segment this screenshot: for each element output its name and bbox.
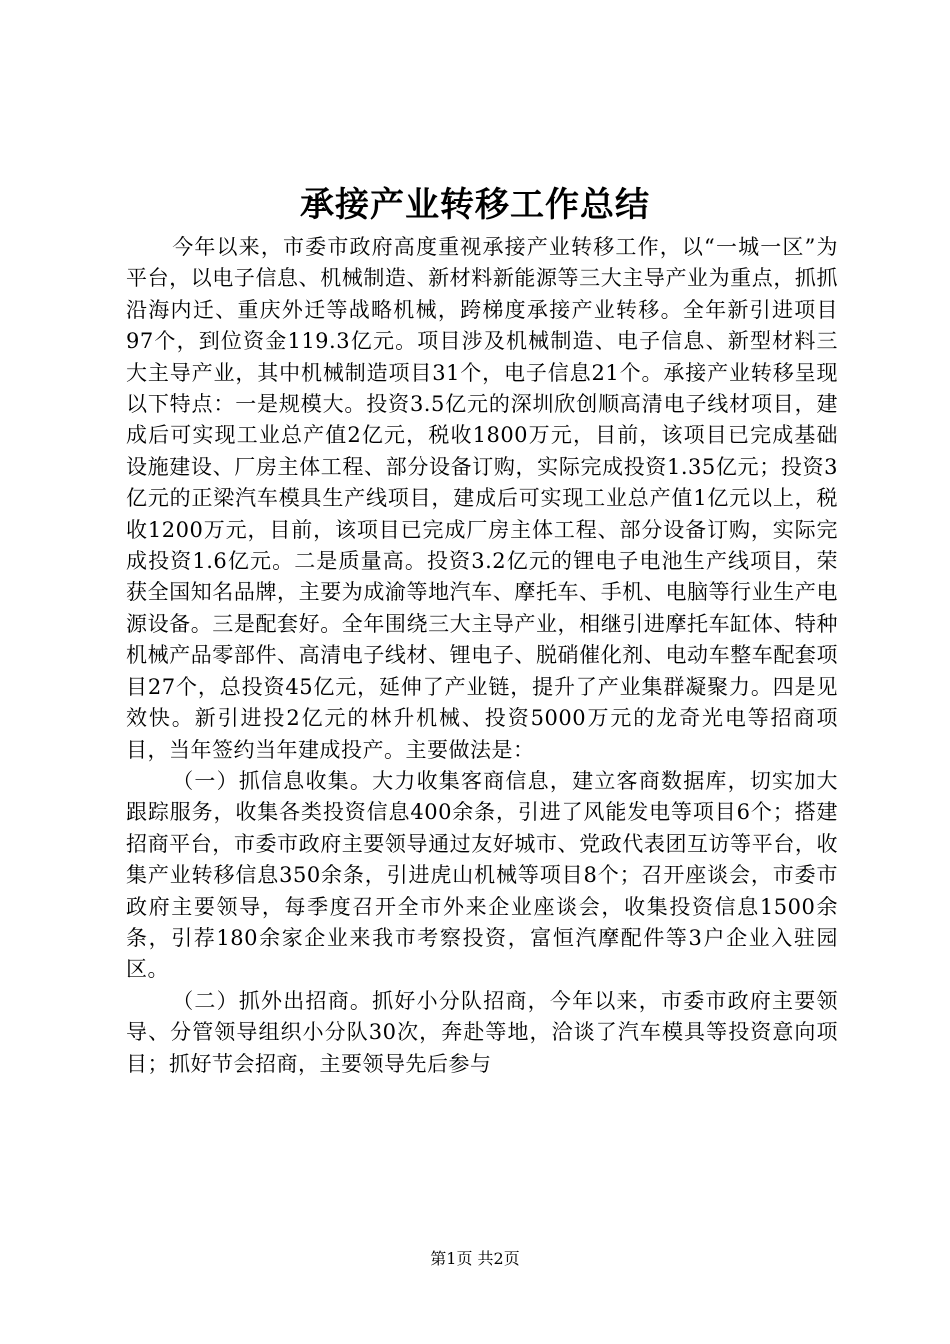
paragraph-info-collection: （一）抓信息收集。大力收集客商信息，建立客商数据库，切实加大跟踪服务，收集各类投资信息400余条，引进了风能发电等项目6个；搭建招商平台，市委市政府主要领导通过友好城市、党政代表团互访等平台，收集产业转移信息350余条，引进虎山机械等项目8个；召开座谈会，市委市政府主要领导，每季度召开全市外来企业座谈会，收集投资信息1500余条，引荐180余家企业来我市考察投资，富恒汽摩配件等3户企业入驻园区。: [126, 768, 838, 982]
page-footer: 第1页 共2页: [430, 1249, 520, 1268]
document-title: 承接产业转移工作总结: [300, 185, 650, 225]
paragraph-outbound-investment: （二）抓外出招商。抓好小分队招商，今年以来，市委市政府主要领导、分管领导组织小分队30次，奔赴等地，洽谈了汽车模具等投资意向项目；抓好节会招商，主要领导先后参与: [126, 988, 838, 1076]
paragraph-intro: 今年以来，市委市政府高度重视承接产业转移工作，以“一城一区”为平台，以电子信息、机械制造、新材料新能源等三大主导产业为重点，抓抓沿海内迁、重庆外迁等战略机械，跨梯度承接产业转移。全年新引进项目97个，到位资金119.3亿元。项目涉及机械制造、电子信息、新型材料三大主导产业，其中机械制造项目31个，电子信息21个。承接产业转移呈现以下特点：一是规模大。投资3.5亿元的深圳欣创顺高清电子线材项目，建成后可实现工业总产值2亿元，税收1800万元，目前，该项目已完成基础设施建设、厂房主体工程、部分设备订购，实际完成投资1.35亿元；投资3亿元的正梁汽车模具生产线项目，建成后可实现工业总产值1亿元以上，税收1200万元，目前，该项目已完成厂房主体工程、部分设备订购，实际完成投资1.6亿元。二是质量高。投资3.2亿元的锂电子电池生产线项目，荣获全国知名品牌，主要为成渝等地汽车、摩托车、手机、电脑等行业生产电源设备。三是配套好。全年围绕三大主导产业，相继引进摩托车缸体、特种机械产品零部件、高清电子线材、锂电子、脱硝催化剂、电动车整车配套项目27个，总投资45亿元，延伸了产业链，提升了产业集群凝聚力。四是见效快。新引进投2亿元的林升机械、投资5000万元的龙奇光电等招商项目，当年签约当年建成投产。主要做法是：: [126, 235, 838, 762]
document-body: [126, 232, 838, 1080]
